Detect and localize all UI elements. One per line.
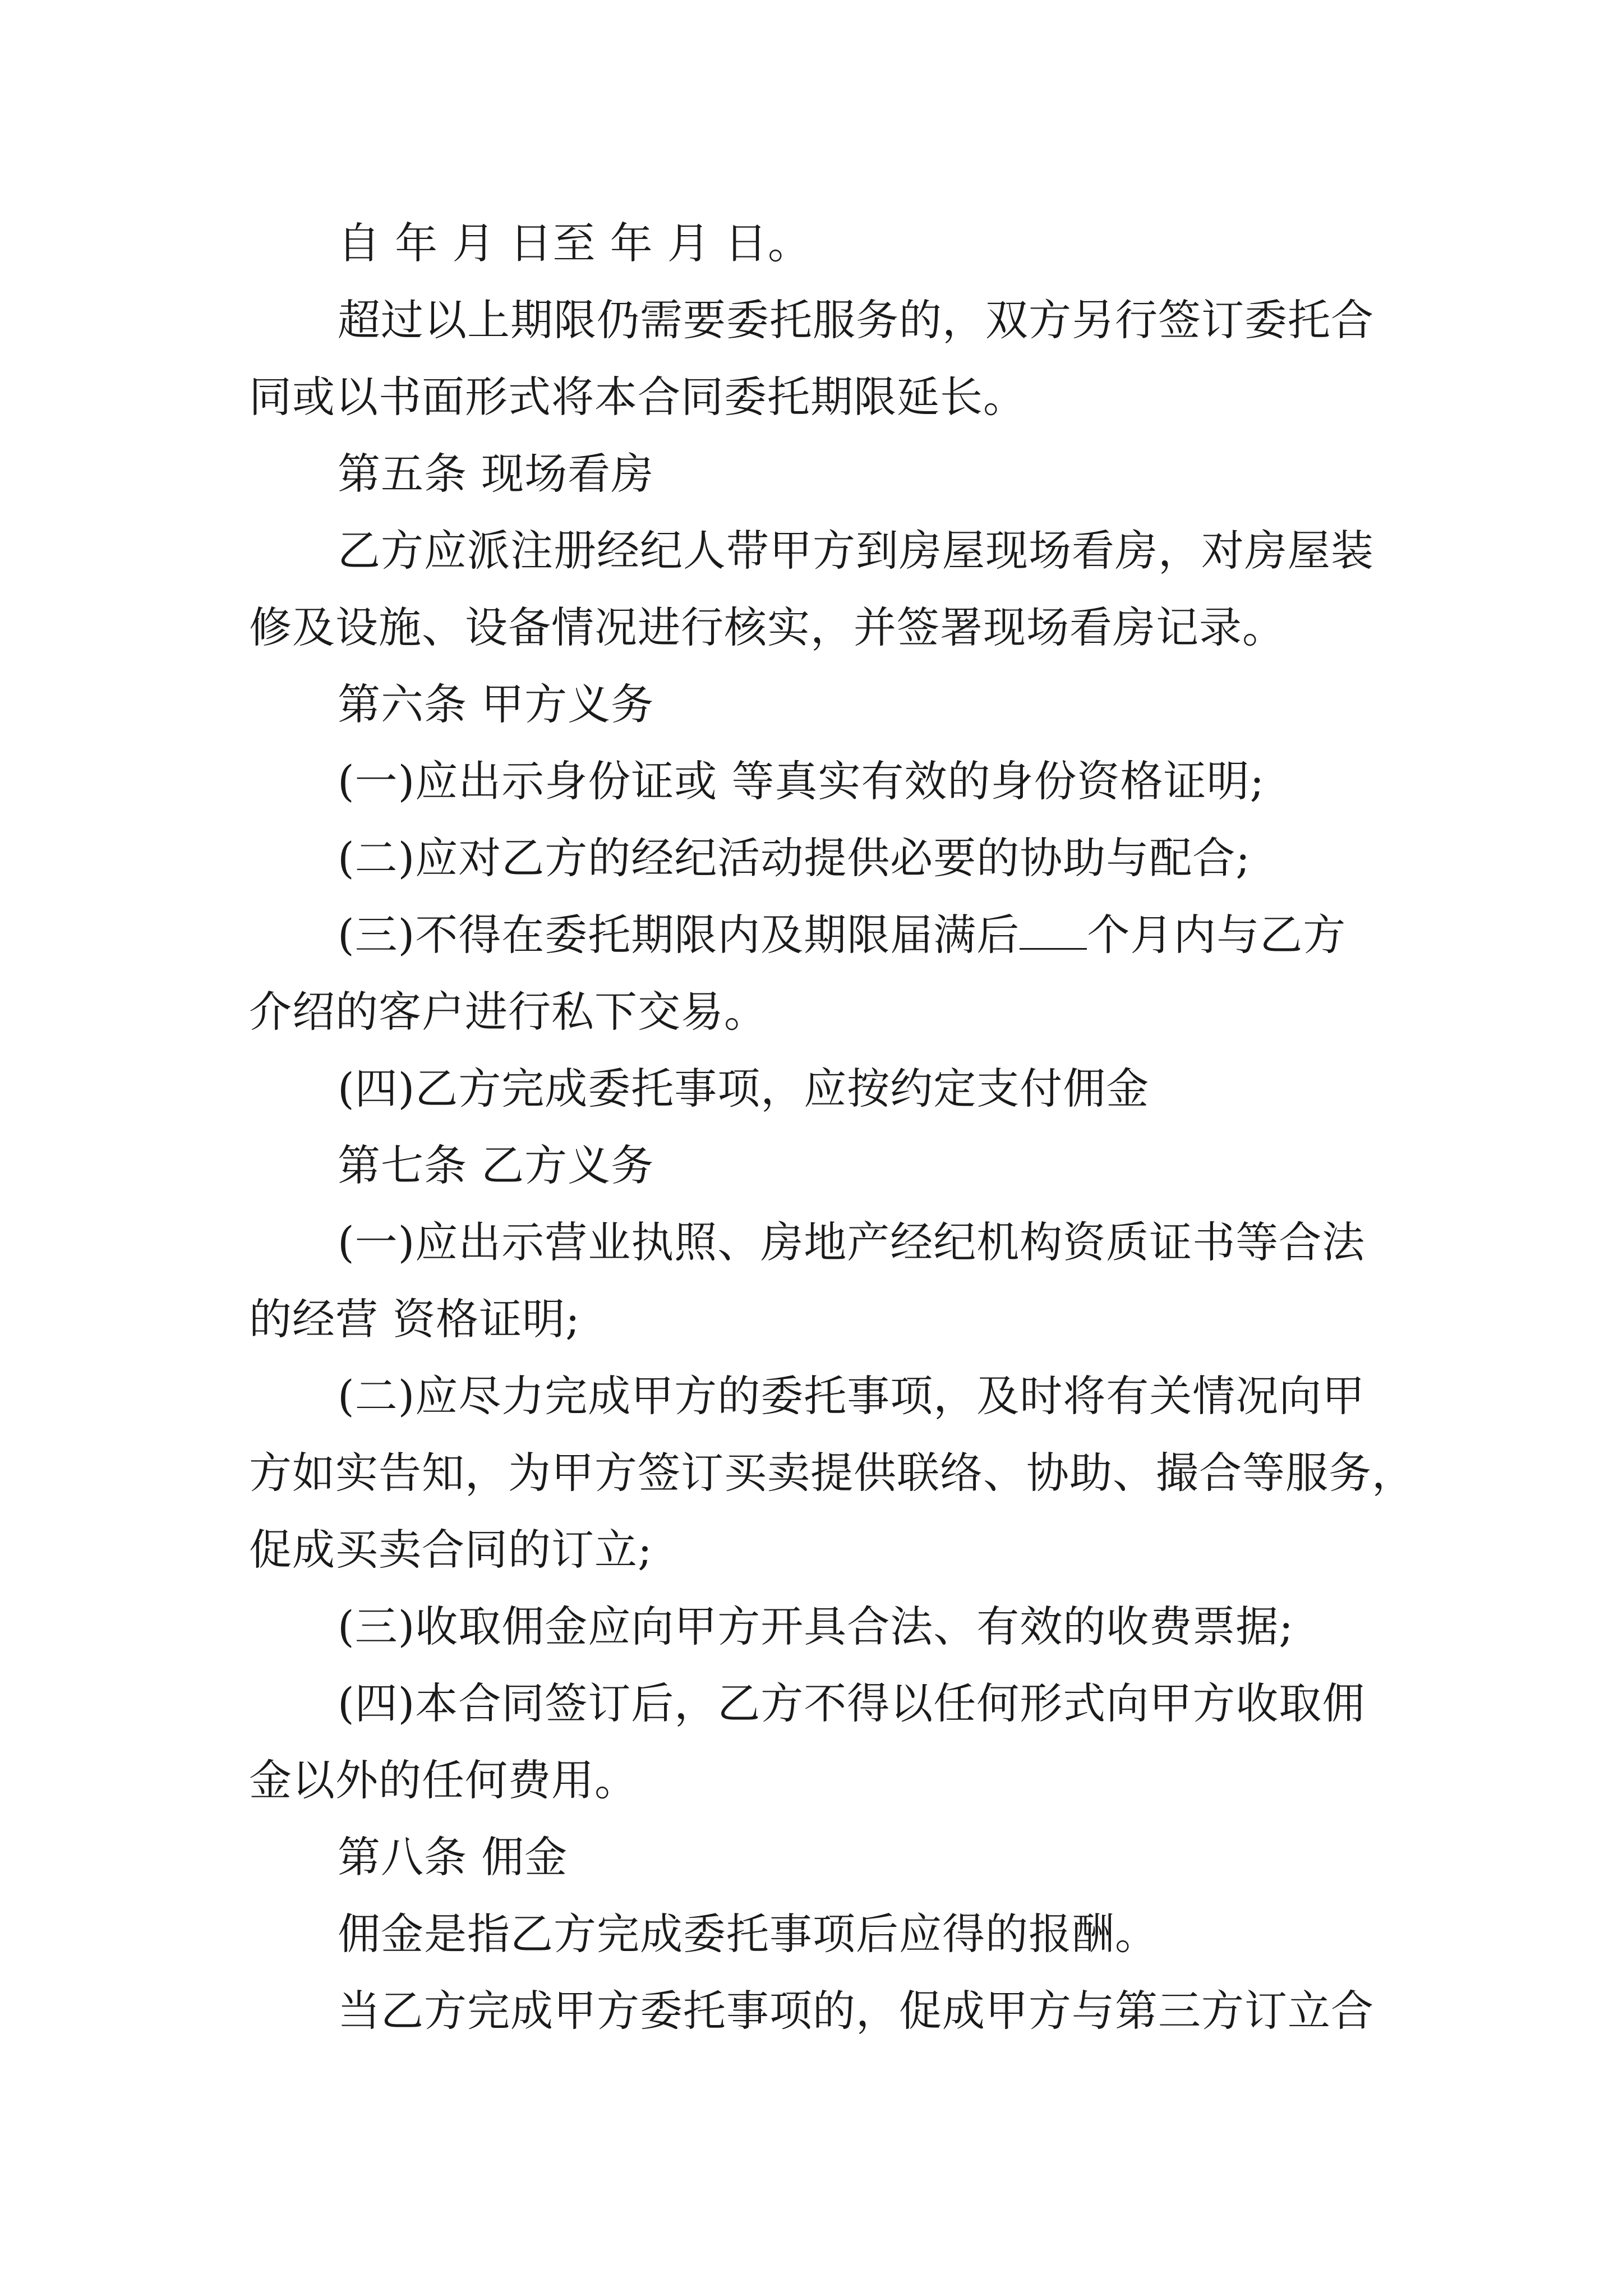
text-line: (四)本合同签订后，乙方不得以任何形式向甲方收取佣 (338, 1678, 1366, 1728)
text-segment: (三)不得在委托期限内及期限届满后 (338, 910, 1020, 960)
text-line: (一)应出示营业执照、房地产经纪机构资质证书等合法 (338, 1217, 1366, 1267)
text-line: 金以外的任何费用。 (249, 1755, 638, 1805)
text-line: (三)收取佣金应向甲方开具合法、有效的收费票据; (338, 1602, 1294, 1651)
text-line: 修及设施、设备情况进行核实，并签署现场看房记录。 (249, 602, 1285, 652)
text-line: (二)应尽力完成甲方的委托事项，及时将有关情况向甲 (338, 1371, 1366, 1421)
article-heading-5: 第五条 现场看房 (338, 449, 654, 499)
text-line: 促成买卖合同的订立; (249, 1525, 653, 1575)
text-line: (二)应对乙方的经纪活动提供必要的协助与配合; (338, 833, 1251, 883)
contract-text (249, 205, 1415, 2049)
text-line: 当乙方完成甲方委托事项的，促成甲方与第三方订立合 (338, 1986, 1374, 2036)
text-line: 佣金是指乙方完成委托事项后应得的报酬。 (338, 1909, 1158, 1959)
text-line (249, 896, 1376, 973)
fill-in-blank (1020, 914, 1087, 950)
article-heading-7: 第七条 乙方义务 (338, 1140, 654, 1190)
text-line: 的经营 资格证明; (249, 1294, 580, 1344)
text-line: 同或以书面形式将本合同委托期限延长。 (249, 372, 1026, 422)
text-line: 介绍的客户进行私下交易。 (249, 987, 767, 1037)
text-line: (一)应出示身份证或 等真实有效的身份资格证明; (338, 756, 1265, 806)
text-line: 方如实告知，为甲方签订买卖提供联络、协助、撮合等服务， (249, 1448, 1415, 1498)
text-line: 超过以上期限仍需要委托服务的，双方另行签订委托合 (338, 295, 1374, 345)
text-line: (四)乙方完成委托事项，应按约定支付佣金 (338, 1064, 1150, 1114)
article-heading-8: 第八条 佣金 (338, 1832, 568, 1882)
article-heading-6: 第六条 甲方义务 (338, 679, 654, 729)
text-line: 自 年 月 日至 年 月 日。 (338, 218, 811, 268)
text-segment: 个月内与乙方 (1087, 910, 1347, 960)
text-line: 乙方应派注册经纪人带甲方到房屋现场看房，对房屋装 (338, 526, 1374, 576)
